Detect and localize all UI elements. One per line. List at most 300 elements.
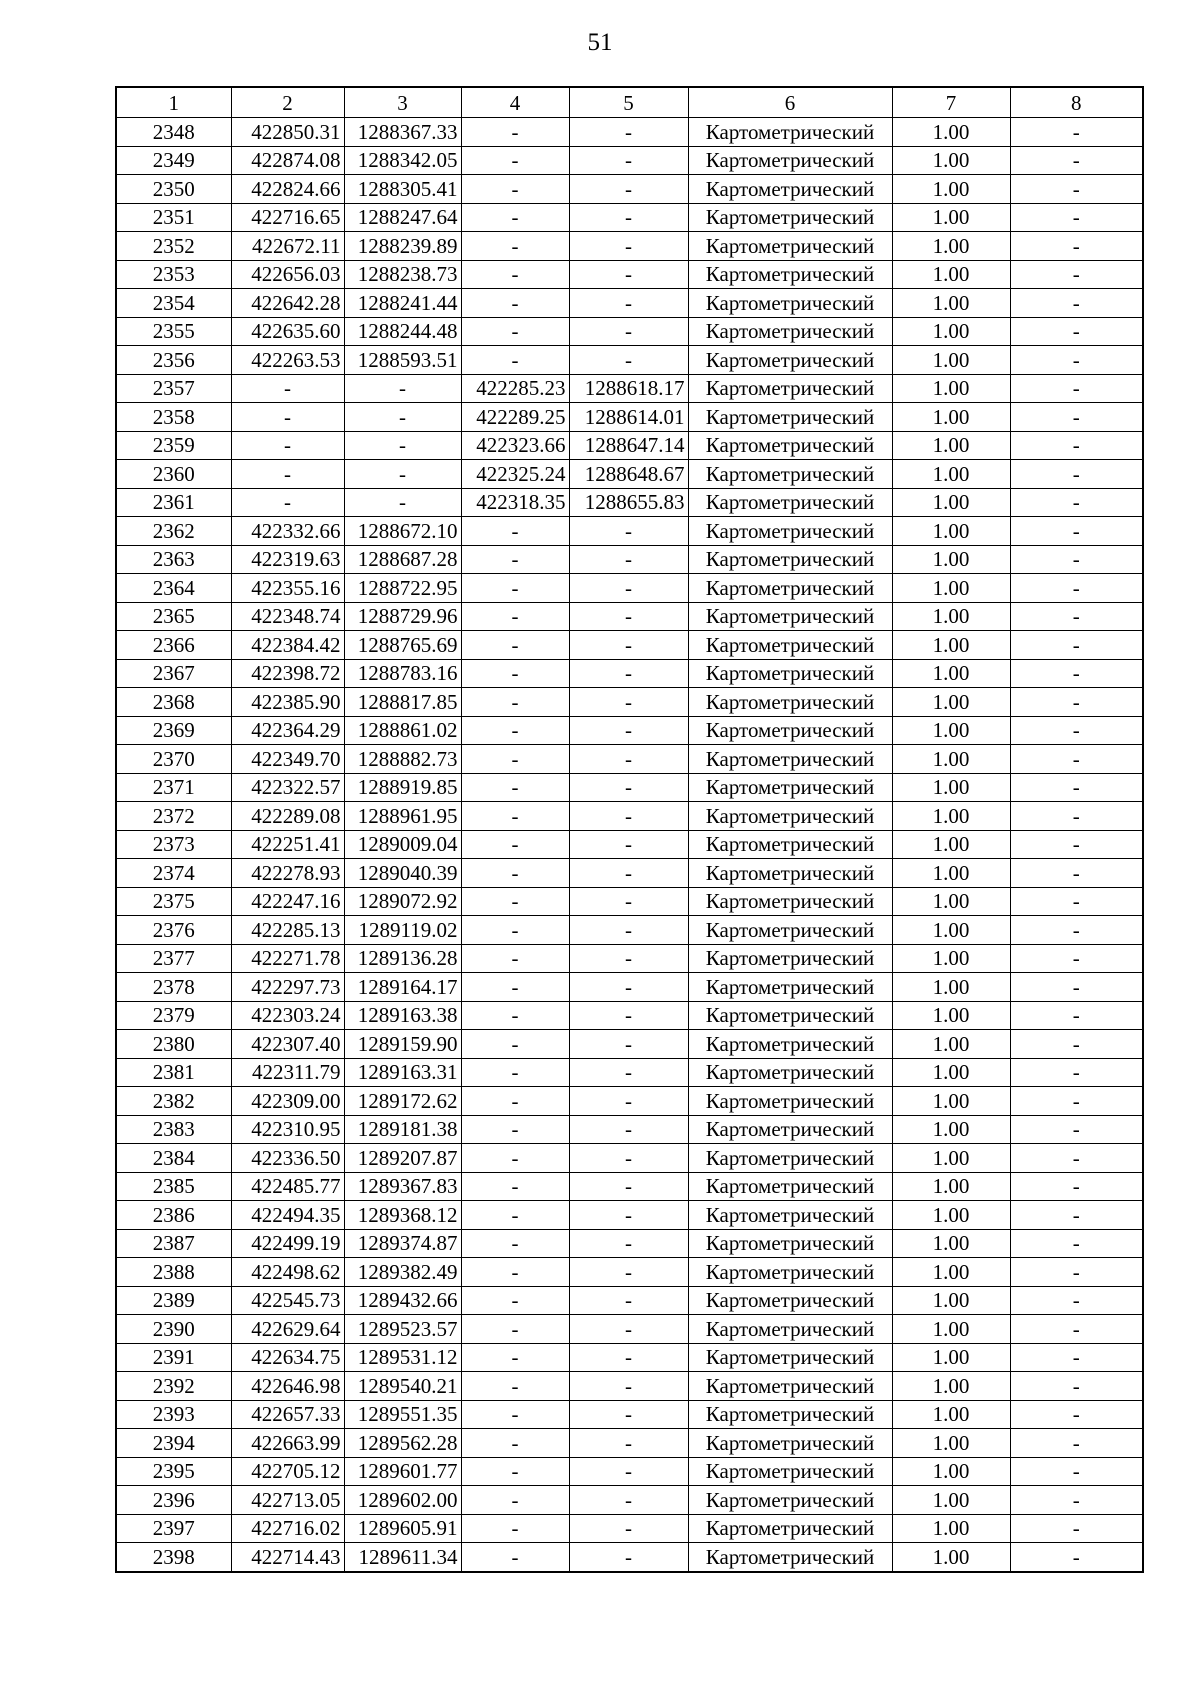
cell-description: - [1010,1201,1143,1230]
cell-accuracy: 1.00 [892,574,1010,603]
cell-method: Картометрический [688,146,892,175]
cell-y-coordinate-new: - [569,887,688,916]
cell-x-coordinate: 422319.63 [231,545,344,574]
table-row [116,602,1143,631]
table-row [116,203,1143,232]
cell-x-coordinate: 422635.60 [231,317,344,346]
cell-method: Картометрический [688,1229,892,1258]
cell-method: Картометрический [688,802,892,831]
cell-point-number: 2362 [116,517,231,546]
cell-accuracy: 1.00 [892,631,1010,660]
cell-x-coordinate: 422494.35 [231,1201,344,1230]
cell-y-coordinate: 1288783.16 [344,659,461,688]
cell-y-coordinate-new: - [569,232,688,261]
cell-x-coordinate-new: - [461,1400,569,1429]
cell-y-coordinate: 1289163.31 [344,1058,461,1087]
cell-accuracy: 1.00 [892,289,1010,318]
cell-description: - [1010,232,1143,261]
cell-y-coordinate: 1288919.85 [344,773,461,802]
cell-description: - [1010,289,1143,318]
cell-x-coordinate: 422311.79 [231,1058,344,1087]
cell-x-coordinate-new: - [461,1201,569,1230]
table-row [116,1429,1143,1458]
cell-y-coordinate-new: 1288648.67 [569,460,688,489]
cell-method: Картометрический [688,1315,892,1344]
cell-x-coordinate: 422705.12 [231,1457,344,1486]
table-row [116,118,1143,147]
cell-x-coordinate: 422310.95 [231,1115,344,1144]
cell-x-coordinate: 422385.90 [231,688,344,717]
cell-x-coordinate-new: - [461,1258,569,1287]
cell-y-coordinate: - [344,488,461,517]
cell-x-coordinate-new: - [461,1486,569,1515]
cell-method: Картометрический [688,1457,892,1486]
cell-description: - [1010,1543,1143,1572]
cell-description: - [1010,802,1143,831]
cell-x-coordinate-new: - [461,1115,569,1144]
cell-point-number: 2383 [116,1115,231,1144]
cell-method: Картометрический [688,517,892,546]
cell-x-coordinate: 422297.73 [231,973,344,1002]
cell-point-number: 2361 [116,488,231,517]
cell-method: Картометрический [688,688,892,717]
cell-point-number: 2360 [116,460,231,489]
cell-point-number: 2371 [116,773,231,802]
cell-y-coordinate-new: - [569,745,688,774]
cell-x-coordinate: 422499.19 [231,1229,344,1258]
cell-y-coordinate-new: - [569,1457,688,1486]
cell-y-coordinate-new: - [569,317,688,346]
cell-y-coordinate-new: 1288647.14 [569,431,688,460]
cell-y-coordinate: 1289164.17 [344,973,461,1002]
cell-accuracy: 1.00 [892,1058,1010,1087]
cell-point-number: 2354 [116,289,231,318]
cell-point-number: 2385 [116,1172,231,1201]
cell-x-coordinate: 422642.28 [231,289,344,318]
table-row [116,1372,1143,1401]
cell-x-coordinate: - [231,460,344,489]
cell-x-coordinate-new: - [461,745,569,774]
table-row [116,545,1143,574]
cell-point-number: 2378 [116,973,231,1002]
cell-point-number: 2395 [116,1457,231,1486]
cell-y-coordinate-new: - [569,916,688,945]
cell-y-coordinate-new: - [569,716,688,745]
cell-y-coordinate-new: - [569,1172,688,1201]
table-row [116,488,1143,517]
cell-x-coordinate-new: - [461,1286,569,1315]
cell-y-coordinate: 1288729.96 [344,602,461,631]
cell-description: - [1010,317,1143,346]
cell-method: Картометрический [688,887,892,916]
cell-x-coordinate: 422398.72 [231,659,344,688]
cell-x-coordinate: 422349.70 [231,745,344,774]
cell-accuracy: 1.00 [892,1315,1010,1344]
cell-accuracy: 1.00 [892,545,1010,574]
table-row [116,1543,1143,1572]
table-row [116,317,1143,346]
cell-method: Картометрический [688,1115,892,1144]
cell-y-coordinate-new: - [569,1343,688,1372]
cell-method: Картометрический [688,460,892,489]
cell-x-coordinate-new: - [461,659,569,688]
cell-method: Картометрический [688,346,892,375]
cell-accuracy: 1.00 [892,1087,1010,1116]
cell-point-number: 2357 [116,374,231,403]
cell-description: - [1010,659,1143,688]
cell-y-coordinate-new: 1288655.83 [569,488,688,517]
cell-x-coordinate-new: 422325.24 [461,460,569,489]
cell-y-coordinate: 1288882.73 [344,745,461,774]
table-row [116,1315,1143,1344]
table-row [116,631,1143,660]
cell-method: Картометрический [688,289,892,318]
cell-method: Картометрический [688,659,892,688]
cell-point-number: 2369 [116,716,231,745]
cell-point-number: 2355 [116,317,231,346]
cell-x-coordinate: 422309.00 [231,1087,344,1116]
cell-x-coordinate: 422251.41 [231,830,344,859]
table-row [116,1229,1143,1258]
cell-y-coordinate: 1289207.87 [344,1144,461,1173]
cell-accuracy: 1.00 [892,716,1010,745]
cell-method: Картометрический [688,175,892,204]
cell-x-coordinate-new: - [461,1543,569,1572]
table-row [116,175,1143,204]
cell-point-number: 2367 [116,659,231,688]
cell-accuracy: 1.00 [892,118,1010,147]
cell-point-number: 2392 [116,1372,231,1401]
cell-y-coordinate: 1288687.28 [344,545,461,574]
cell-point-number: 2384 [116,1144,231,1173]
cell-y-coordinate-new: - [569,802,688,831]
cell-y-coordinate: 1289040.39 [344,859,461,888]
cell-x-coordinate-new: - [461,1429,569,1458]
cell-description: - [1010,631,1143,660]
cell-y-coordinate: 1289602.00 [344,1486,461,1515]
cell-point-number: 2368 [116,688,231,717]
cell-accuracy: 1.00 [892,830,1010,859]
table-row [116,232,1143,261]
table-row [116,1030,1143,1059]
cell-point-number: 2379 [116,1001,231,1030]
cell-method: Картометрический [688,1144,892,1173]
cell-method: Картометрический [688,374,892,403]
cell-y-coordinate-new: - [569,631,688,660]
cell-accuracy: 1.00 [892,1400,1010,1429]
cell-y-coordinate-new: - [569,973,688,1002]
table-row [116,574,1143,603]
cell-accuracy: 1.00 [892,1486,1010,1515]
cell-y-coordinate-new: - [569,688,688,717]
cell-description: - [1010,716,1143,745]
cell-y-coordinate-new: - [569,517,688,546]
cell-description: - [1010,146,1143,175]
cell-point-number: 2374 [116,859,231,888]
cell-y-coordinate: 1288817.85 [344,688,461,717]
cell-method: Картометрический [688,1286,892,1315]
column-header: 6 [688,87,892,118]
cell-description: - [1010,1229,1143,1258]
cell-x-coordinate: 422498.62 [231,1258,344,1287]
cell-method: Картометрический [688,260,892,289]
table-row [116,659,1143,688]
coordinates-table [115,86,1144,1573]
cell-accuracy: 1.00 [892,688,1010,717]
cell-y-coordinate-new: - [569,289,688,318]
table-body [116,87,1143,1572]
cell-y-coordinate: 1289163.38 [344,1001,461,1030]
cell-x-coordinate-new: - [461,1001,569,1030]
cell-point-number: 2373 [116,830,231,859]
cell-description: - [1010,346,1143,375]
cell-accuracy: 1.00 [892,1001,1010,1030]
table-row [116,973,1143,1002]
cell-x-coordinate: - [231,431,344,460]
cell-y-coordinate: 1288722.95 [344,574,461,603]
cell-description: - [1010,374,1143,403]
cell-y-coordinate: 1289551.35 [344,1400,461,1429]
cell-x-coordinate: 422485.77 [231,1172,344,1201]
cell-accuracy: 1.00 [892,802,1010,831]
cell-x-coordinate-new: - [461,1030,569,1059]
cell-x-coordinate: 422307.40 [231,1030,344,1059]
cell-x-coordinate: 422303.24 [231,1001,344,1030]
cell-description: - [1010,1514,1143,1543]
cell-y-coordinate: 1289367.83 [344,1172,461,1201]
cell-accuracy: 1.00 [892,973,1010,1002]
table-row [116,1087,1143,1116]
cell-description: - [1010,1372,1143,1401]
cell-y-coordinate-new: - [569,1429,688,1458]
cell-point-number: 2393 [116,1400,231,1429]
cell-method: Картометрический [688,716,892,745]
cell-y-coordinate: 1289611.34 [344,1543,461,1572]
cell-y-coordinate: 1289374.87 [344,1229,461,1258]
cell-point-number: 2397 [116,1514,231,1543]
table-row [116,1486,1143,1515]
cell-x-coordinate-new: - [461,260,569,289]
cell-x-coordinate-new: - [461,716,569,745]
cell-description: - [1010,1030,1143,1059]
cell-point-number: 2386 [116,1201,231,1230]
cell-x-coordinate: - [231,488,344,517]
cell-accuracy: 1.00 [892,232,1010,261]
cell-y-coordinate-new: - [569,175,688,204]
cell-x-coordinate-new: - [461,973,569,1002]
table-row [116,146,1143,175]
cell-point-number: 2394 [116,1429,231,1458]
cell-y-coordinate: - [344,431,461,460]
cell-y-coordinate-new: - [569,1486,688,1515]
cell-x-coordinate-new: - [461,1457,569,1486]
cell-x-coordinate: 422285.13 [231,916,344,945]
cell-y-coordinate-new: - [569,1372,688,1401]
cell-x-coordinate: 422656.03 [231,260,344,289]
cell-description: - [1010,1115,1143,1144]
cell-accuracy: 1.00 [892,1258,1010,1287]
cell-accuracy: 1.00 [892,1201,1010,1230]
column-header: 4 [461,87,569,118]
cell-description: - [1010,1486,1143,1515]
cell-y-coordinate: 1288861.02 [344,716,461,745]
cell-y-coordinate-new: - [569,659,688,688]
cell-accuracy: 1.00 [892,1030,1010,1059]
cell-y-coordinate: 1288247.64 [344,203,461,232]
cell-accuracy: 1.00 [892,887,1010,916]
cell-accuracy: 1.00 [892,1172,1010,1201]
cell-x-coordinate-new: - [461,1229,569,1258]
cell-x-coordinate-new: - [461,859,569,888]
cell-y-coordinate: 1289159.90 [344,1030,461,1059]
cell-x-coordinate: 422355.16 [231,574,344,603]
cell-description: - [1010,1457,1143,1486]
cell-point-number: 2398 [116,1543,231,1572]
cell-accuracy: 1.00 [892,146,1010,175]
table-row [116,460,1143,489]
cell-method: Картометрический [688,1030,892,1059]
cell-description: - [1010,1400,1143,1429]
cell-description: - [1010,1258,1143,1287]
cell-method: Картометрический [688,317,892,346]
cell-y-coordinate: 1288238.73 [344,260,461,289]
cell-y-coordinate-new: - [569,1030,688,1059]
table-row [116,916,1143,945]
cell-description: - [1010,1343,1143,1372]
cell-y-coordinate-new: - [569,1087,688,1116]
cell-y-coordinate: 1288961.95 [344,802,461,831]
cell-x-coordinate: 422850.31 [231,118,344,147]
cell-y-coordinate-new: - [569,260,688,289]
cell-y-coordinate-new: - [569,859,688,888]
cell-description: - [1010,1286,1143,1315]
cell-x-coordinate: 422874.08 [231,146,344,175]
cell-x-coordinate: 422634.75 [231,1343,344,1372]
cell-y-coordinate: 1288593.51 [344,346,461,375]
cell-y-coordinate-new: - [569,1543,688,1572]
cell-point-number: 2350 [116,175,231,204]
cell-y-coordinate-new: - [569,1229,688,1258]
cell-description: - [1010,118,1143,147]
cell-description: - [1010,574,1143,603]
table-row [116,374,1143,403]
cell-accuracy: 1.00 [892,203,1010,232]
cell-y-coordinate-new: - [569,203,688,232]
cell-description: - [1010,203,1143,232]
table-row [116,830,1143,859]
cell-x-coordinate: 422348.74 [231,602,344,631]
cell-description: - [1010,773,1143,802]
cell-description: - [1010,517,1143,546]
cell-y-coordinate: 1289540.21 [344,1372,461,1401]
cell-accuracy: 1.00 [892,460,1010,489]
cell-accuracy: 1.00 [892,1115,1010,1144]
cell-x-coordinate-new: - [461,1058,569,1087]
cell-point-number: 2370 [116,745,231,774]
cell-accuracy: 1.00 [892,517,1010,546]
cell-description: - [1010,887,1143,916]
cell-point-number: 2381 [116,1058,231,1087]
cell-description: - [1010,859,1143,888]
cell-method: Картометрический [688,545,892,574]
cell-x-coordinate-new: - [461,118,569,147]
cell-method: Картометрический [688,1201,892,1230]
cell-y-coordinate-new: - [569,346,688,375]
table-row [116,260,1143,289]
cell-method: Картометрический [688,574,892,603]
cell-method: Картометрический [688,1400,892,1429]
cell-x-coordinate-new: - [461,944,569,973]
cell-method: Картометрический [688,631,892,660]
column-header: 7 [892,87,1010,118]
cell-x-coordinate-new: - [461,773,569,802]
cell-point-number: 2351 [116,203,231,232]
cell-y-coordinate: 1289562.28 [344,1429,461,1458]
cell-description: - [1010,1429,1143,1458]
table-row [116,1144,1143,1173]
cell-accuracy: 1.00 [892,773,1010,802]
cell-y-coordinate: 1288244.48 [344,317,461,346]
cell-accuracy: 1.00 [892,1144,1010,1173]
column-header: 5 [569,87,688,118]
cell-x-coordinate-new: 422318.35 [461,488,569,517]
cell-accuracy: 1.00 [892,175,1010,204]
cell-method: Картометрический [688,1543,892,1572]
cell-x-coordinate: 422545.73 [231,1286,344,1315]
cell-x-coordinate-new: - [461,1343,569,1372]
table-row [116,1514,1143,1543]
cell-x-coordinate-new: 422289.25 [461,403,569,432]
cell-method: Картометрический [688,944,892,973]
cell-y-coordinate: 1289523.57 [344,1315,461,1344]
cell-point-number: 2389 [116,1286,231,1315]
cell-y-coordinate: 1288241.44 [344,289,461,318]
cell-x-coordinate: 422646.98 [231,1372,344,1401]
cell-method: Картометрический [688,1429,892,1458]
cell-x-coordinate: 422629.64 [231,1315,344,1344]
cell-y-coordinate: 1289119.02 [344,916,461,945]
cell-method: Картометрический [688,1343,892,1372]
cell-method: Картометрический [688,1172,892,1201]
cell-x-coordinate: 422657.33 [231,1400,344,1429]
cell-method: Картометрический [688,773,892,802]
cell-point-number: 2376 [116,916,231,945]
cell-y-coordinate-new: - [569,1201,688,1230]
cell-y-coordinate: - [344,460,461,489]
cell-description: - [1010,431,1143,460]
cell-x-coordinate: 422278.93 [231,859,344,888]
table-row [116,1172,1143,1201]
cell-accuracy: 1.00 [892,431,1010,460]
cell-accuracy: 1.00 [892,1229,1010,1258]
cell-y-coordinate: 1288367.33 [344,118,461,147]
table-row [116,688,1143,717]
cell-description: - [1010,1001,1143,1030]
column-header: 1 [116,87,231,118]
cell-x-coordinate: 422672.11 [231,232,344,261]
table-row [116,859,1143,888]
cell-y-coordinate-new: - [569,545,688,574]
cell-y-coordinate-new: - [569,1400,688,1429]
cell-y-coordinate-new: - [569,1258,688,1287]
cell-description: - [1010,488,1143,517]
cell-y-coordinate-new: - [569,1514,688,1543]
cell-y-coordinate: 1288765.69 [344,631,461,660]
cell-y-coordinate: 1288672.10 [344,517,461,546]
table-row [116,1400,1143,1429]
cell-x-coordinate-new: - [461,802,569,831]
cell-x-coordinate: 422322.57 [231,773,344,802]
